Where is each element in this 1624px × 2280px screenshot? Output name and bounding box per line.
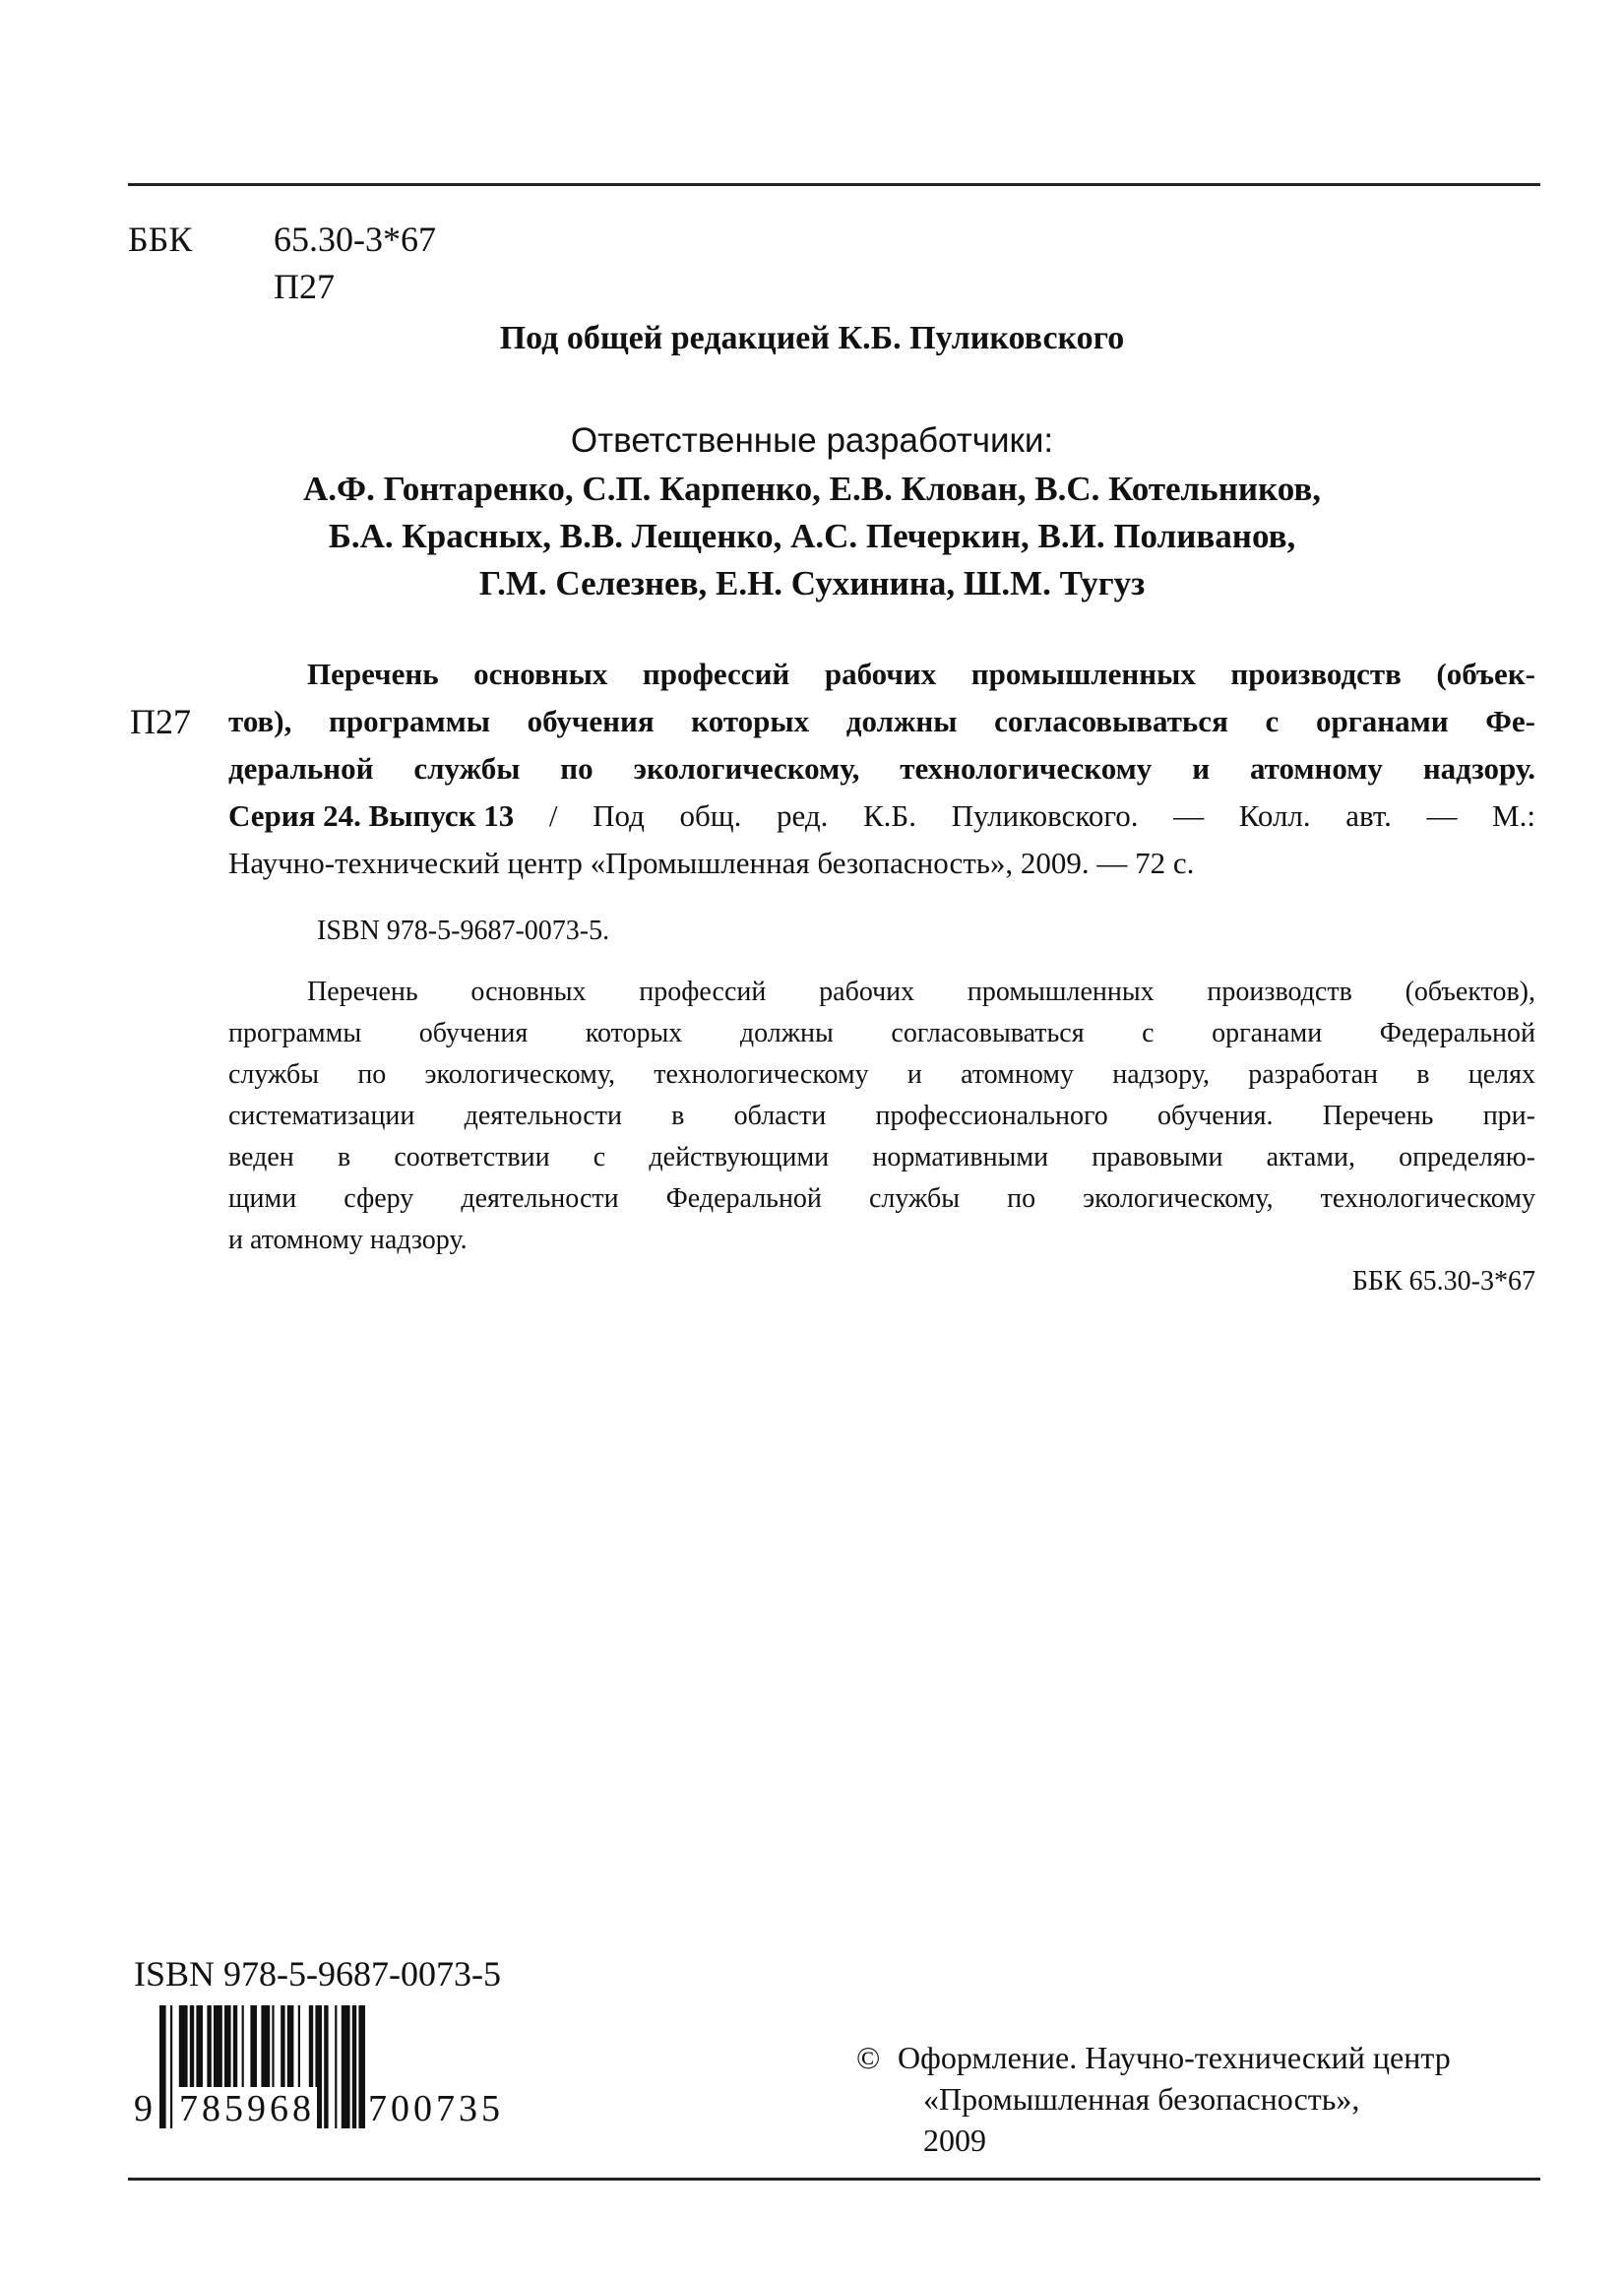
bibliography-mark: П27 <box>130 702 191 741</box>
authors-line: А.Ф. Гонтаренко, С.П. Карпенко, Е.В. Клован, В.С. Котельников, <box>302 470 1322 508</box>
copyright-line: Оформление. Научно-технический центр <box>898 2040 1451 2075</box>
barcode-digits-right: 700735 <box>368 2088 504 2129</box>
bibliography-isbn: ISBN 978-5-9687-0073-5. <box>317 916 610 946</box>
abstract-line: службы по экологическому, технологическому и атомному надзору, разработан в целях <box>228 1059 1535 1090</box>
abstract-line: Перечень основных профессий рабочих промышленных производств (объектов), <box>307 977 1535 1007</box>
barcode-digit-lead: 9 <box>134 2088 156 2129</box>
bibliography-line: Научно-технический центр «Промышленная безопасность», 2009. — 72 с. <box>228 846 1195 880</box>
bibliography-line <box>228 796 1535 836</box>
bibliography-line: деральной службы по экологическому, технологическому и атомному надзору. <box>228 751 1535 786</box>
abstract-line: веден в соответствии с действующими нормативными правовыми актами, определяю- <box>228 1142 1535 1172</box>
copyright-symbol: © <box>856 2040 881 2075</box>
series-issue: Серия 24. Выпуск 13 <box>228 798 515 833</box>
bibliography-line: тов), программы обучения которых должны согласовываться с органами Фе- <box>228 704 1535 738</box>
barcode-digits-left: 785968 <box>179 2088 315 2129</box>
abstract-line: щими сферу деятельности Федеральной службы по экологическому, технологическому <box>228 1183 1535 1214</box>
copyright-line: «Промышленная безопасность», <box>923 2081 1360 2117</box>
barcode-bar <box>159 2005 166 2128</box>
abstract-bbk: ББК 65.30-3*67 <box>1351 1266 1535 1297</box>
bibliography-imprint: / Под общ. ред. К.Б. Пуликовского. — Колл. авт. — М.: <box>514 798 1535 833</box>
editor-line: Под общей редакцией К.Б. Пуликовского <box>499 320 1125 356</box>
author-mark: П27 <box>274 267 335 306</box>
barcode-bar <box>352 2005 356 2128</box>
abstract-line: программы обучения которых должны согласовываться с органами Федеральной <box>228 1018 1535 1048</box>
abstract-line: систематизации деятельности в области профессионального обучения. Перечень при- <box>228 1101 1535 1131</box>
authors-line: Б.А. Красных, В.В. Лещенко, А.С. Печеркин, В.И. Поливанов, <box>328 517 1296 555</box>
barcode-bar <box>324 2005 328 2128</box>
authors-line: Г.М. Селезнев, Е.Н. Сухинина, Ш.М. Тугуз <box>478 564 1146 602</box>
developers-label: Ответственные разработчики: <box>570 421 1054 460</box>
copyright-line: 2009 <box>923 2122 986 2158</box>
footer-isbn: ISBN 978-5-9687-0073-5 <box>134 1954 501 1994</box>
barcode-bar <box>358 2005 365 2128</box>
barcode-bar <box>342 2005 350 2128</box>
barcode-bar <box>335 2005 337 2128</box>
barcode-bar <box>170 2005 172 2128</box>
bottom-rule <box>128 2178 1540 2181</box>
bibliography-line: Перечень основных профессий рабочих промышленных производств (объек- <box>307 657 1535 691</box>
top-rule <box>128 183 1540 186</box>
bbk-label: ББК <box>128 220 193 259</box>
bbk-code: 65.30-3*67 <box>274 220 436 259</box>
abstract-line: и атомному надзору. <box>228 1225 468 1255</box>
